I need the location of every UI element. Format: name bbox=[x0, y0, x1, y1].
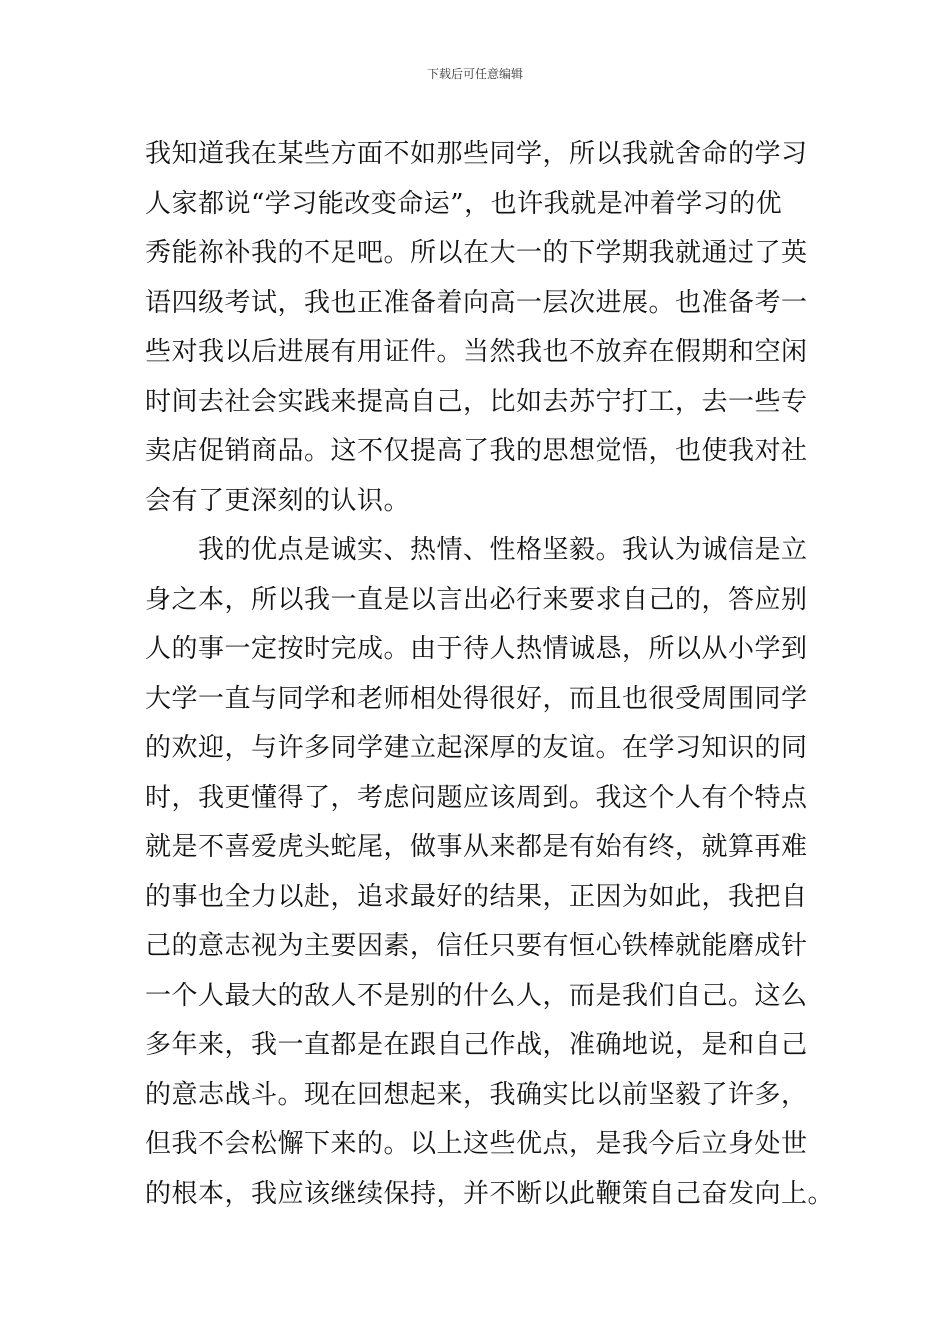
text-line: 身之本，所以我一直是以言出必行来要求自己的，答应别 bbox=[145, 584, 808, 615]
text-line: 会有了更深刻的认识。 bbox=[145, 485, 411, 516]
text-line: 的根本，我应该继续保持，并不断以此鞭策自己奋发向上。 bbox=[145, 1178, 835, 1209]
text-line: 语四级考试，我也正准备着向高一层次进展。也准备考一 bbox=[145, 287, 808, 318]
text-line: 人家都说“学习能改变命运”，也许我就是冲着学习的优 bbox=[145, 188, 783, 219]
text-line: 的事也全力以赴，追求最好的结果，正因为如此，我把自 bbox=[145, 881, 808, 912]
text-line: 时间去社会实践来提高自己，比如去苏宁打工，去一些专 bbox=[145, 386, 808, 417]
text-line: 时，我更懂得了，考虑问题应该周到。我这个人有个特点 bbox=[145, 782, 808, 813]
text-line: 一个人最大的敌人不是别的什么人，而是我们自己。这么 bbox=[145, 980, 808, 1011]
text-line: 就是不喜爱虎头蛇尾，做事从来都是有始有终，就算再难 bbox=[145, 832, 808, 862]
text-line: 多年来，我一直都是在跟自己作战，准确地说，是和自己 bbox=[145, 1030, 808, 1060]
text-line: 的欢迎，与许多同学建立起深厚的友谊。在学习知识的同 bbox=[145, 733, 808, 763]
text-line: 些对我以后进展有用证件。当然我也不放弃在假期和空闲 bbox=[145, 337, 808, 367]
text-line: 大学一直与同学和老师相处得很好，而且也很受周围同学 bbox=[145, 683, 808, 714]
text-line: 卖店促销商品。这不仅提高了我的思想觉悟，也使我对社 bbox=[145, 436, 808, 466]
text-line: 但我不会松懈下来的。以上这些优点，是我今后立身处世 bbox=[145, 1129, 808, 1159]
text-line: 秀能祢补我的不足吧。所以在大一的下学期我就通过了英 bbox=[145, 238, 808, 268]
page-header: 下载后可任意编辑 bbox=[426, 67, 523, 81]
text-line: 己的意志视为主要因素，信任只要有恒心铁棒就能磨成针 bbox=[145, 931, 808, 961]
text-line: 人的事一定按时完成。由于待人热情诚恳，所以从小学到 bbox=[145, 634, 808, 664]
text-line: 我知道我在某些方面不如那些同学，所以我就舍命的学习 bbox=[145, 139, 808, 169]
text-line: 我的优点是诚实、热情、性格坚毅。我认为诚信是立 bbox=[145, 535, 808, 565]
text-line: 的意志战斗。现在回想起来，我确实比以前坚毅了许多， bbox=[145, 1079, 808, 1110]
document-body bbox=[145, 130, 835, 1219]
